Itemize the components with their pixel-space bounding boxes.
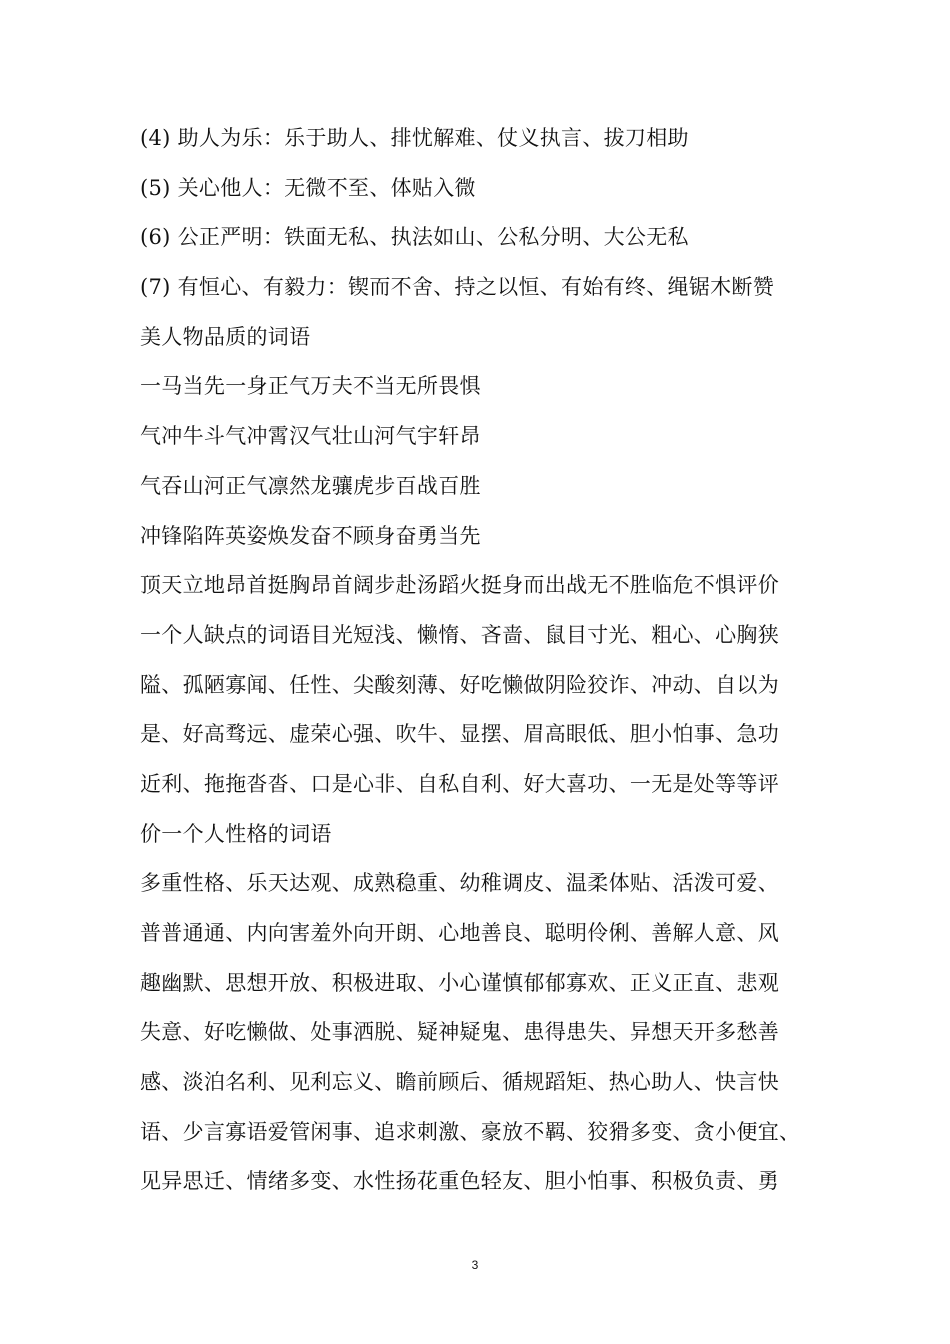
text-line: 气冲牛斗气冲霄汉气壮山河气宇轩昂 bbox=[140, 424, 481, 449]
text-line: 见异思迁、情绪多变、水性扬花重色轻友、胆小怕事、积极负责、勇 bbox=[140, 1169, 779, 1194]
page-number: 3 bbox=[471, 1258, 479, 1272]
text-line: 价一个人性格的词语 bbox=[140, 821, 332, 846]
text-line: 是、好高骛远、虚荣心强、吹牛、显摆、眉高眼低、胆小怕事、急功 bbox=[140, 722, 779, 747]
text-line: 普普通通、内向害羞外向开朗、心地善良、聪明伶俐、善解人意、风 bbox=[140, 921, 779, 945]
text-line: 一个人缺点的词语目光短浅、懒惰、吝啬、鼠目寸光、粗心、心胸狭 bbox=[140, 622, 779, 647]
text-line: 顶天立地昂首挺胸昂首阔步赴汤蹈火挺身而出战无不胜临危不惧评价 bbox=[140, 573, 779, 598]
text-line: 一马当先一身正气万夫不当无所畏惧 bbox=[140, 374, 481, 399]
text-line: 多重性格、乐天达观、成熟稳重、幼稚调皮、温柔体贴、活泼可爱、 bbox=[140, 871, 779, 896]
text-line: 冲锋陷阵英姿焕发奋不顾身奋勇当先 bbox=[140, 523, 481, 548]
text-line: 趣幽默、思想开放、积极进取、小心谨慎郁郁寡欢、正义正直、悲观 bbox=[140, 970, 779, 995]
text-line: 感、淡泊名利、见利忘义、瞻前顾后、循规蹈矩、热心助人、快言快 bbox=[140, 1070, 779, 1095]
text-line: 语、少言寡语爱管闲事、追求刺激、豪放不羁、狡猾多变、贪小便宜、 bbox=[140, 1119, 801, 1144]
text-line: 近利、拖拖沓沓、口是心非、自私自利、好大喜功、一无是处等等评 bbox=[140, 771, 779, 796]
text-line: 美人物品质的词语 bbox=[140, 324, 311, 349]
text-line: (4) 助人为乐：乐于助人、排忧解难、仗义执言、拔刀相助 bbox=[140, 126, 689, 150]
text-line: 失意、好吃懒做、处事洒脱、疑神疑鬼、患得患失、异想天开多愁善 bbox=[140, 1020, 779, 1045]
text-line: 气吞山河正气凛然龙骧虎步百战百胜 bbox=[140, 473, 481, 498]
text-line: (7) 有恒心、有毅力：锲而不舍、持之以恒、有始有终、绳锯木断赞 bbox=[140, 275, 775, 300]
document-body bbox=[140, 114, 830, 1207]
text-line: 隘、孤陋寡闻、任性、尖酸刻薄、好吃懒做阴险狡诈、冲动、自以为 bbox=[140, 672, 779, 697]
text-line: (5) 关心他人：无微不至、体贴入微 bbox=[140, 175, 476, 200]
text-line: (6) 公正严明：铁面无私、执法如山、公私分明、大公无私 bbox=[140, 225, 689, 250]
